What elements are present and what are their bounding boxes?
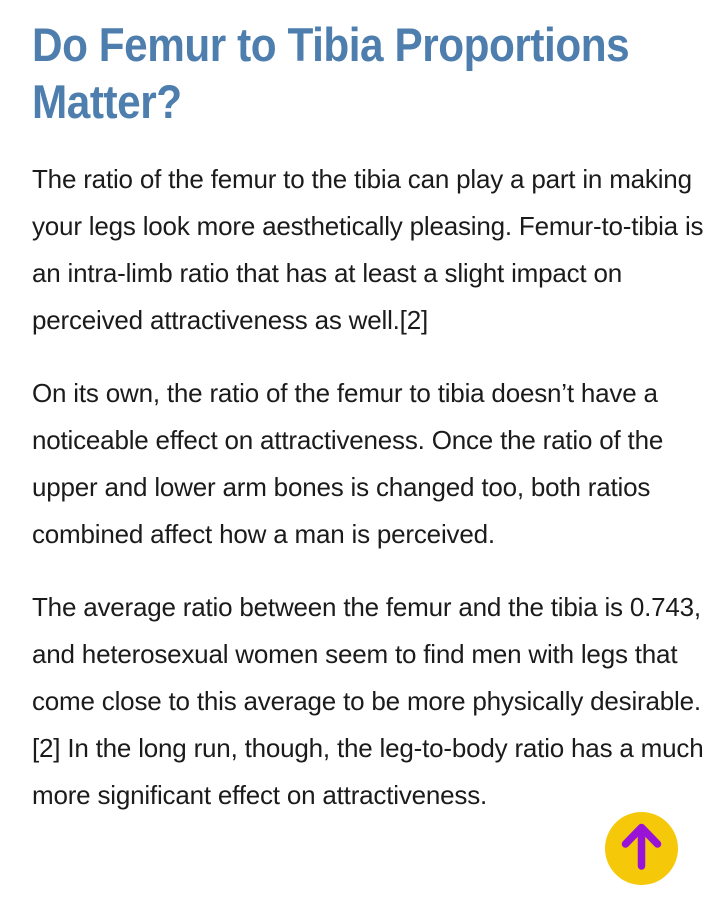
- article-paragraph-2: On its own, the ratio of the femur to tibia doesn’t have a noticeable effect on attractiveness. Once the ratio of the upper and lower arm bones is changed too, both ratios combined affect how a man is perceived.: [32, 378, 664, 549]
- article-paragraph-3: The average ratio between the femur and the tibia is 0.743, and heterosexual women seem to find men with legs that come close to this average to be more physically desirable.[2] In the long run, though, the leg-to-body ratio has a much more significant effect on attractiveness.: [32, 592, 704, 810]
- up-arrow-icon: [605, 812, 678, 885]
- article-paragraph-1: The ratio of the femur to the tibia can play a part in making your legs look more aesthetically pleasing. Femur-to-tibia is an intra-limb ratio that has at least a slight impact on perceived attractiveness as well.[2]: [32, 164, 704, 335]
- scroll-to-top-button[interactable]: [605, 812, 678, 885]
- page-title: Do Femur to Tibia Proportions Matter?: [32, 18, 630, 128]
